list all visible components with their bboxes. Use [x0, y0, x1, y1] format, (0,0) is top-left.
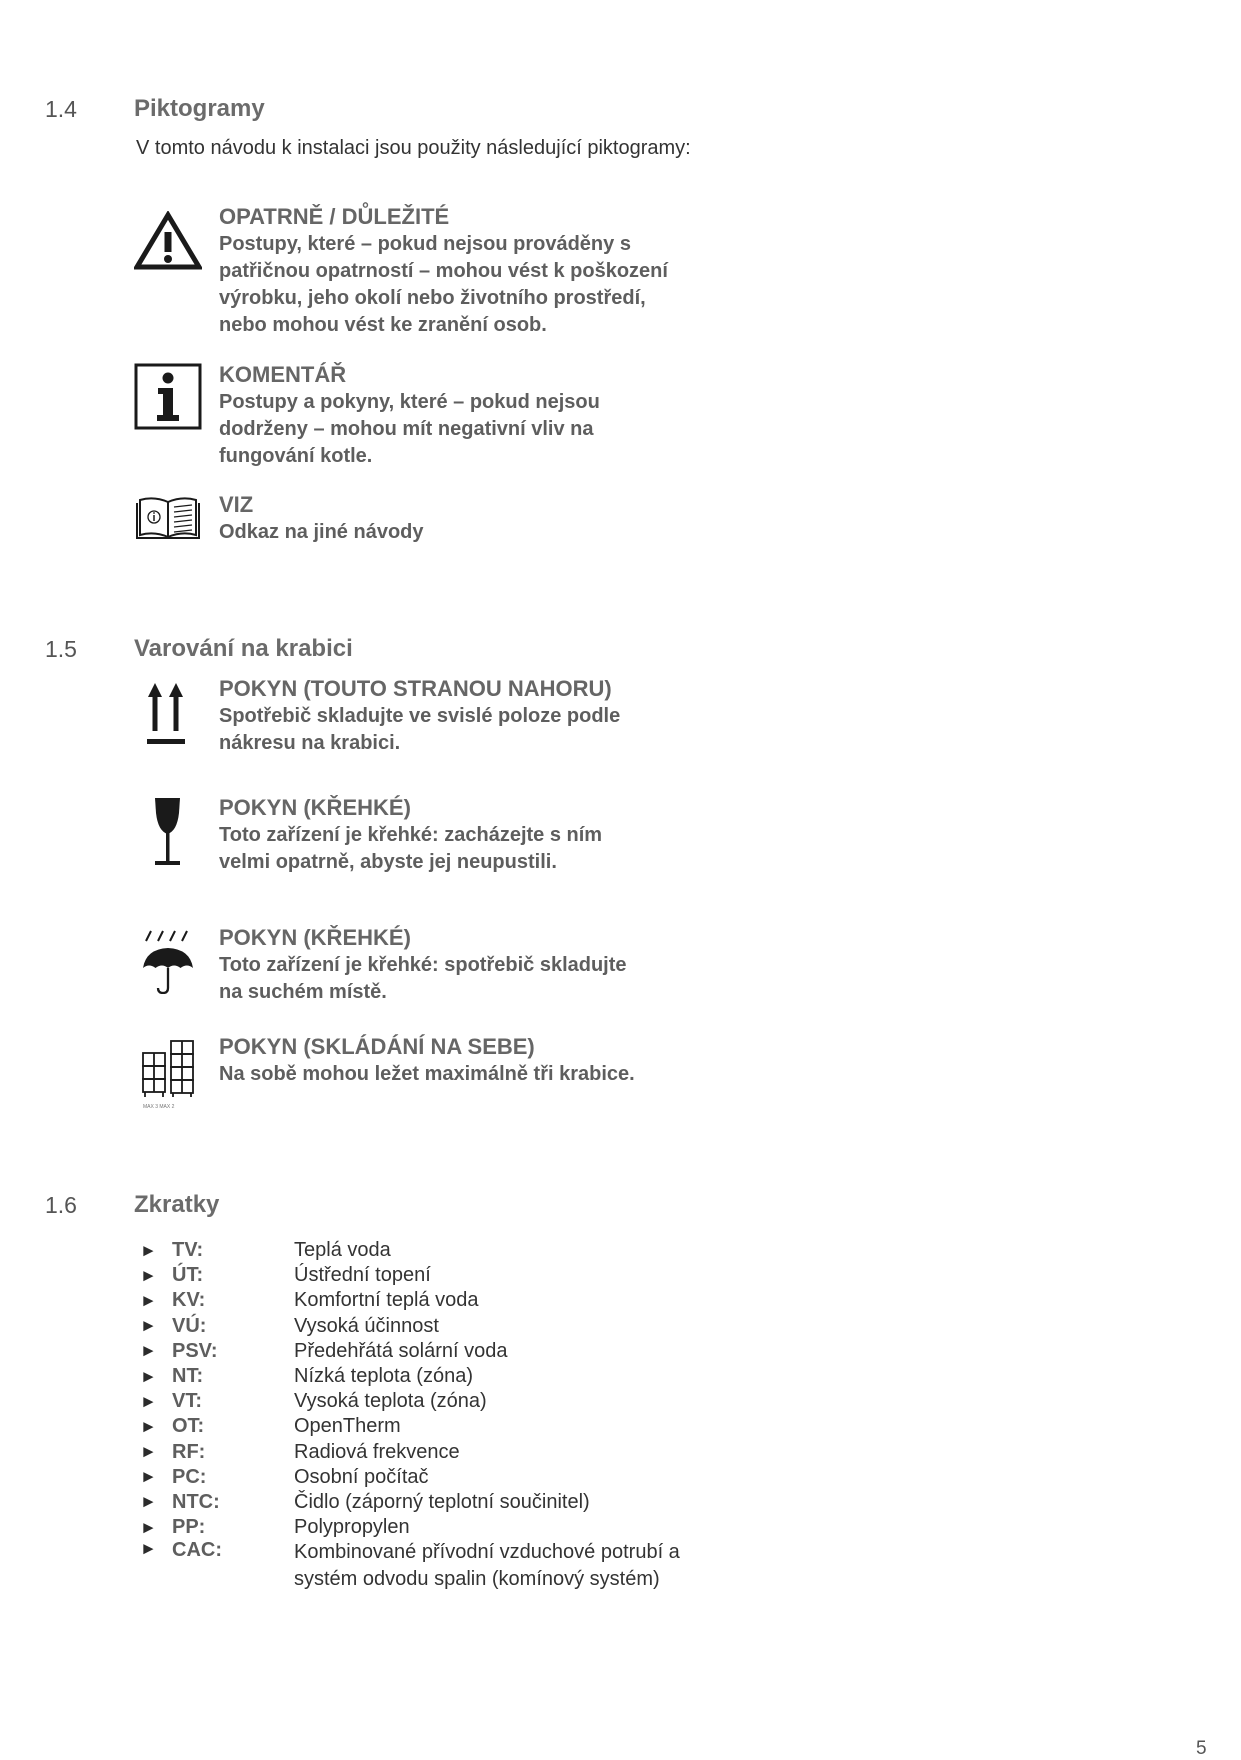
abbreviation-code: NT: — [172, 1365, 204, 1388]
list-item — [140, 1238, 740, 1263]
list-item — [140, 1414, 740, 1439]
pictogram-see — [219, 491, 779, 546]
box-warning-this-way-up-title: POKYN (TOUTO STRANOU NAHORU) — [219, 676, 612, 701]
section-number-1-5: 1.5 — [45, 636, 77, 662]
box-warning-stacking — [219, 1033, 779, 1088]
abbreviation-code: PSV: — [172, 1339, 218, 1362]
abbreviation-code: ÚT: — [172, 1264, 204, 1287]
box-warning-this-way-up-text: Spotřebič skladujte ve svislé poloze podle nákresu na krabici. — [219, 705, 621, 754]
box-warning-this-way-up — [219, 675, 779, 757]
box-warning-keep-dry — [219, 924, 779, 1006]
list-item — [140, 1490, 740, 1515]
box-warning-stacking-title: POKYN (SKLÁDÁNÍ NA SEBE) — [219, 1034, 535, 1059]
list-item — [140, 1263, 740, 1288]
abbreviation-definition: Osobní počítač — [294, 1465, 429, 1488]
abbreviation-definition: Komfortní teplá voda — [294, 1289, 479, 1312]
page-number: 5 — [1196, 1738, 1207, 1759]
abbreviation-code: PC: — [172, 1465, 207, 1488]
abbreviation-definition: Vysoká teplota (zóna) — [294, 1390, 487, 1413]
abbreviation-definition: Vysoká účinnost — [294, 1314, 439, 1337]
abbreviation-list — [140, 1238, 740, 1593]
box-warning-keep-dry-title: POKYN (KŘEHKÉ) — [219, 925, 411, 950]
abbreviation-code: TV: — [172, 1239, 204, 1262]
pictogram-caution — [219, 203, 779, 339]
pictogram-caution-title: OPATRNĚ / DŮLEŽITÉ — [219, 204, 450, 229]
section-title-box-warnings: Varování na krabici — [134, 635, 353, 662]
bullet-arrow-icon: ► — [140, 1442, 157, 1462]
abbreviation-definition: Předehřátá solární voda — [294, 1339, 508, 1362]
abbreviation-code: RF: — [172, 1440, 206, 1463]
list-item — [140, 1288, 740, 1313]
pictogram-see-title: VIZ — [219, 492, 254, 517]
abbreviation-code: PP: — [172, 1516, 206, 1539]
fragile-glass-icon — [152, 797, 184, 869]
list-item — [140, 1364, 740, 1389]
bullet-arrow-icon: ► — [140, 1316, 157, 1336]
bullet-arrow-icon: ► — [140, 1391, 157, 1411]
bullet-arrow-icon: ► — [140, 1341, 157, 1361]
abbreviation-definition: Nízká teplota (zóna) — [294, 1365, 473, 1388]
box-warning-fragile-text: Toto zařízení je křehké: zacházejte s ním velmi opatrně, abyste jej neupustili. — [219, 824, 603, 873]
section-title-piktogramy: Piktogramy — [134, 95, 265, 122]
bullet-arrow-icon: ► — [140, 1366, 157, 1386]
bullet-arrow-icon: ► — [140, 1416, 157, 1436]
section-number-1-4: 1.4 — [45, 96, 77, 122]
list-item — [140, 1465, 740, 1490]
abbreviation-definition: Ústřední topení — [294, 1264, 431, 1287]
box-warning-keep-dry-text: Toto zařízení je křehké: spotřebič skladujte na suchém místě. — [219, 954, 627, 1003]
bullet-arrow-icon: ► — [140, 1290, 157, 1310]
abbreviation-definition: Polypropylen — [294, 1516, 410, 1539]
abbreviation-definition: Kombinované přívodní vzduchové potrubí a systém odvodu spalin (komínový systém) — [294, 1541, 680, 1591]
abbreviation-code: CAC: — [172, 1539, 222, 1562]
pictogram-comment — [219, 361, 779, 470]
list-item — [140, 1314, 740, 1339]
bullet-arrow-icon: ► — [140, 1539, 157, 1559]
box-warning-stacking-text: Na sobě mohou ležet maximálně tři krabice. — [219, 1063, 635, 1085]
abbreviation-code: KV: — [172, 1289, 206, 1312]
bullet-arrow-icon: ► — [140, 1265, 157, 1285]
box-warning-fragile-title: POKYN (KŘEHKÉ) — [219, 795, 411, 820]
abbreviation-code: VT: — [172, 1390, 202, 1413]
list-item — [140, 1515, 740, 1540]
list-item — [140, 1539, 740, 1593]
abbreviation-definition: Čidlo (záporný teplotní součinitel) — [294, 1490, 590, 1513]
bullet-arrow-icon: ► — [140, 1467, 157, 1487]
info-icon — [134, 363, 202, 430]
stacking-limit-caption: MAX 3 MAX 2 — [143, 1104, 175, 1110]
warning-triangle-icon — [134, 211, 202, 271]
pictogram-comment-title: KOMENTÁŘ — [219, 362, 347, 387]
list-item — [140, 1339, 740, 1364]
this-way-up-icon — [146, 683, 186, 745]
bullet-arrow-icon: ► — [140, 1240, 157, 1260]
list-item — [140, 1389, 740, 1414]
abbreviation-definition: OpenTherm — [294, 1415, 401, 1438]
list-item — [140, 1440, 740, 1465]
open-book-icon — [134, 495, 202, 541]
pictogram-see-text: Odkaz na jiné návody — [219, 521, 424, 543]
keep-dry-umbrella-icon — [140, 928, 196, 994]
abbreviation-definition: Teplá voda — [294, 1239, 391, 1262]
abbreviation-definition: Radiová frekvence — [294, 1440, 460, 1463]
abbreviation-code: VÚ: — [172, 1314, 207, 1337]
intro-text: V tomto návodu k instalaci jsou použity následující piktogramy: — [136, 137, 691, 159]
box-warning-fragile — [219, 794, 779, 876]
section-number-1-6: 1.6 — [45, 1192, 77, 1218]
abbreviation-code: OT: — [172, 1415, 205, 1438]
bullet-arrow-icon: ► — [140, 1517, 157, 1537]
abbreviation-code: NTC: — [172, 1490, 220, 1513]
pictogram-comment-text: Postupy a pokyny, které – pokud nejsou dodrženy – mohou mít negativní vliv na fungování kotle. — [219, 391, 600, 467]
section-title-abbreviations: Zkratky — [134, 1191, 220, 1218]
pictogram-caution-text: Postupy, které – pokud nejsou prováděny s patřičnou opatrností – mohou vést k poškození výrobku, jeho okolí nebo životního prostředí, nebo mohou vést ke zranění osob. — [219, 233, 668, 336]
bullet-arrow-icon: ► — [140, 1492, 157, 1512]
stacking-limit-icon — [140, 1040, 200, 1112]
